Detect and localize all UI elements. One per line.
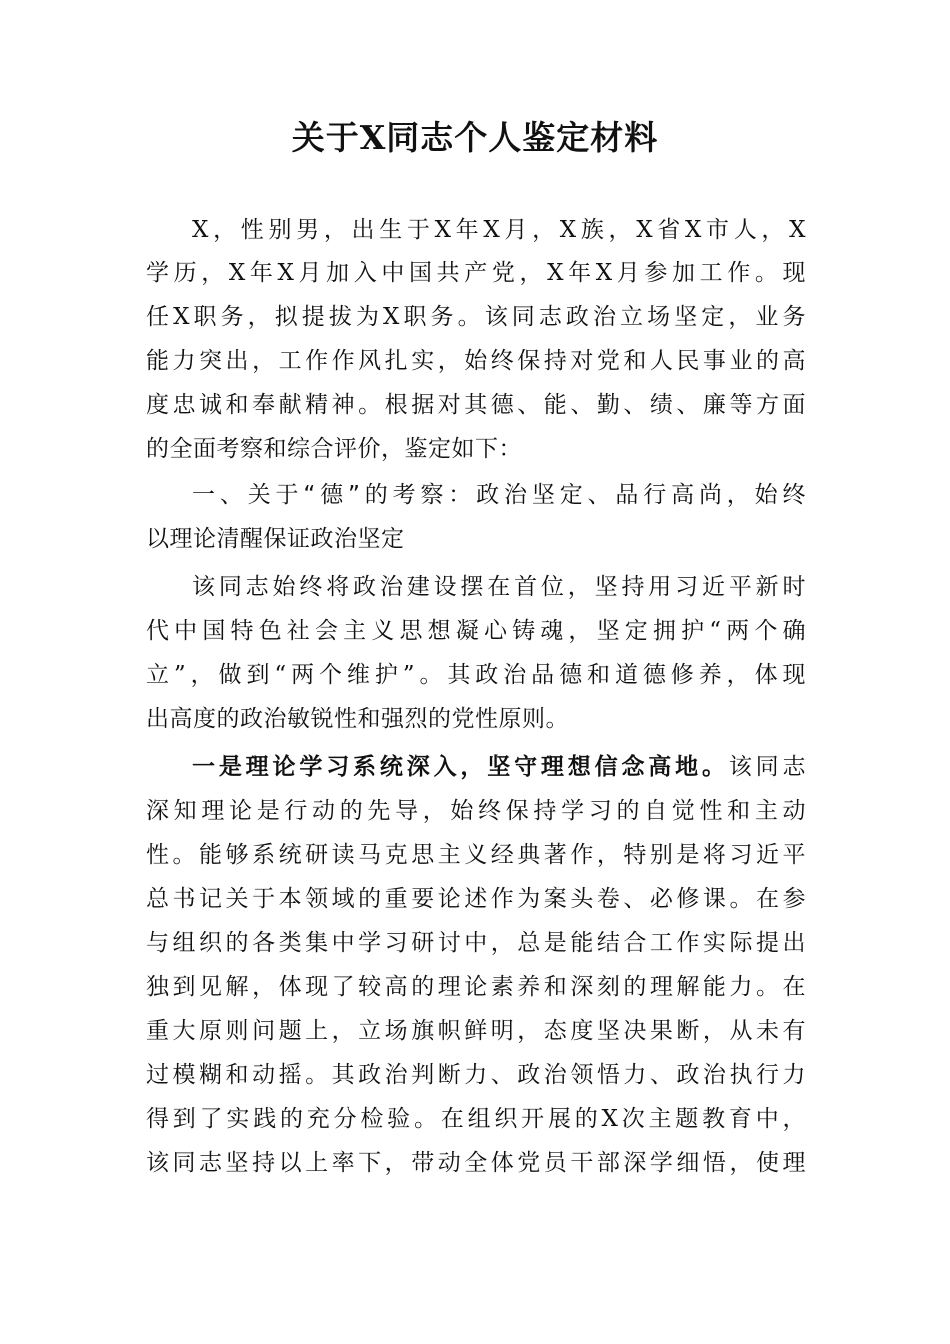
point-line: 深知理论是行动的先导，始终保持学习的自觉性和主动 bbox=[146, 798, 806, 824]
section-paragraph-line: 该同志始终将政治建设摆在首位，坚持用习近平新时 bbox=[192, 574, 806, 600]
section-paragraph-line: 出高度的政治敏锐性和强烈的党性原则。 bbox=[146, 706, 569, 732]
intro-line: 任X职务，拟提拔为X职务。该同志政治立场坚定，业务 bbox=[146, 304, 806, 330]
document-title: 关于X同志个人鉴定材料 bbox=[291, 118, 659, 157]
point-line: 重大原则问题上，立场旗帜鲜明，态度坚决果断，从未有 bbox=[146, 1018, 806, 1044]
point-lead-rest: 该同志 bbox=[728, 754, 807, 780]
section-paragraph-line: 代中国特色社会主义思想凝心铸魂，坚定拥护“两个确 bbox=[146, 618, 806, 644]
point-line: 性。能够系统研读马克思主义经典著作，特别是将习近平 bbox=[146, 842, 806, 868]
point-line: 过模糊和动摇。其政治判断力、政治领悟力、政治执行力 bbox=[146, 1062, 806, 1088]
intro-line: 能力突出，工作作风扎实，始终保持对党和人民事业的高 bbox=[146, 348, 806, 374]
point-line: 得到了实践的充分检验。在组织开展的X次主题教育中， bbox=[146, 1106, 806, 1132]
intro-line: 的全面考察和综合评价，鉴定如下： bbox=[146, 436, 522, 462]
point-line: 该同志坚持以上率下，带动全体党员干部深学细悟，使理 bbox=[146, 1150, 806, 1176]
intro-line: 度忠诚和奉献精神。根据对其德、能、勤、绩、廉等方面 bbox=[146, 392, 806, 418]
section-heading: 一、关于“德”的考察：政治坚定、品行高尚，始终 bbox=[192, 482, 806, 508]
section-paragraph-line: 立”，做到“两个维护”。其政治品德和道德修养，体现 bbox=[146, 662, 806, 688]
point-line: 与组织的各类集中学习研讨中，总是能结合工作实际提出 bbox=[146, 930, 806, 956]
intro-line: 学历，X年X月加入中国共产党，X年X月参加工作。现 bbox=[146, 260, 806, 286]
point-lead-line bbox=[192, 752, 806, 782]
point-line: 总书记关于本领域的重要论述作为案头卷、必修课。在参 bbox=[146, 886, 806, 912]
point-bold-lead: 一是理论学习系统深入，坚守理想信念高地。 bbox=[192, 753, 729, 780]
intro-line: X，性别男，出生于X年X月，X族，X省X市人，X bbox=[192, 217, 806, 243]
section-heading: 以理论清醒保证政治坚定 bbox=[146, 526, 405, 552]
point-line: 独到见解，体现了较高的理论素养和深刻的理解能力。在 bbox=[146, 974, 806, 1000]
